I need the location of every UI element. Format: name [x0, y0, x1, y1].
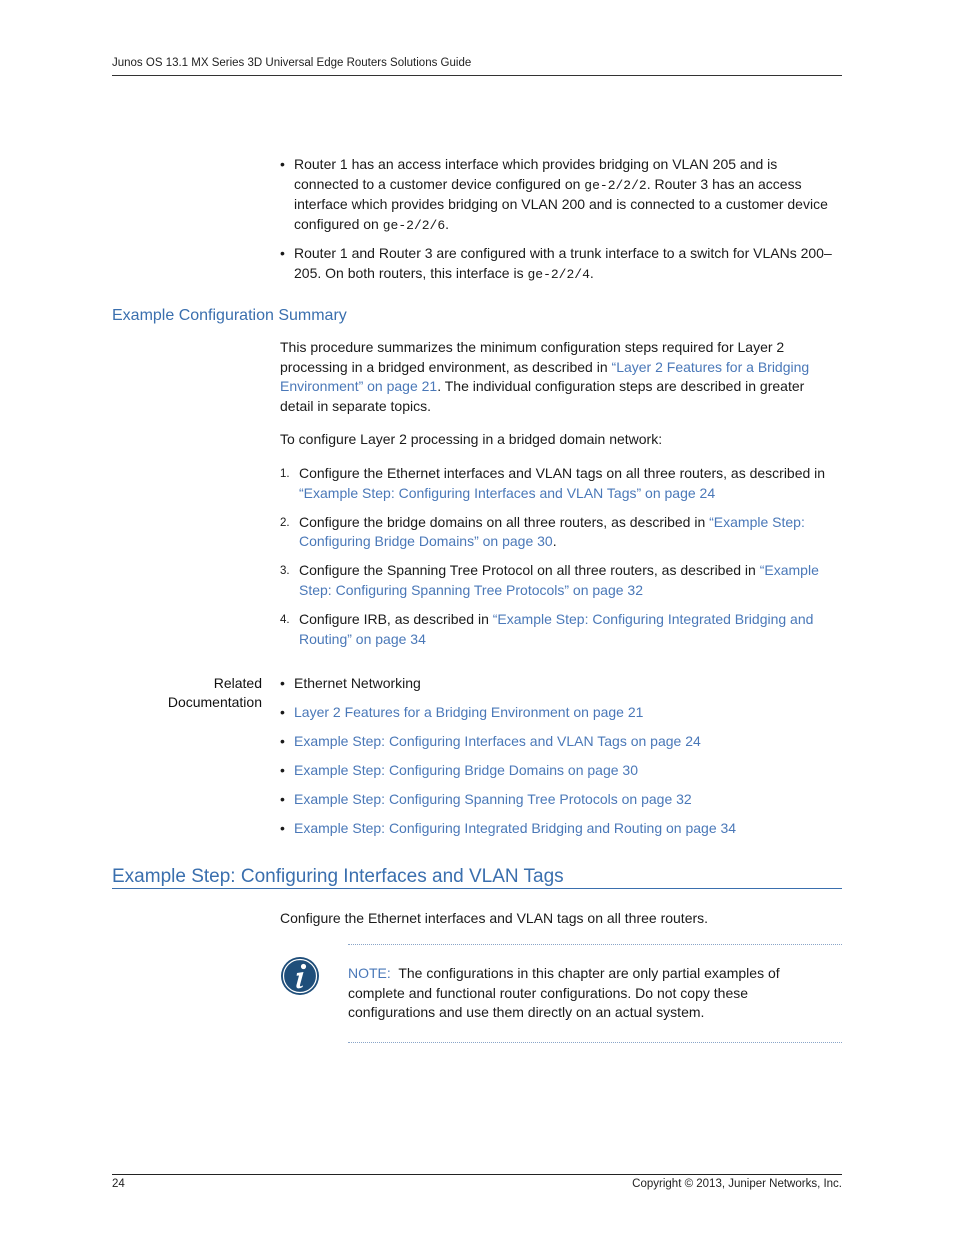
related-item: • Ethernet Networking	[280, 674, 840, 693]
note-bottom-divider	[348, 1042, 842, 1043]
related-link-interfaces[interactable]: Example Step: Configuring Interfaces and VLAN Tags on page 24	[294, 733, 701, 749]
intro-bullet-list	[280, 155, 843, 285]
config-steps-list	[280, 464, 842, 659]
intro-bullet-router1: • Router 1 has an access interface which provides bridging on VLAN 205 and is connected to a customer device configured on ge-2/2/2. Router 3 has an access interface which provides bridging on VLAN 200 and is connected to a customer device configured on ge-2/2/6.	[280, 155, 843, 235]
config-step: 4. Configure IRB, as described in “Example Step: Configuring Integrated Bridging and Routing” on page 34	[280, 611, 814, 647]
link-step-bridge-domains[interactable]: “Example Step: Configuring Bridge Domains” on page 30	[299, 513, 805, 550]
note-text: The configurations in this chapter are only partial examples of complete and functional router configurations. Do not copy these configurations and use them directly on an actual system.	[348, 965, 780, 1021]
related-item	[280, 819, 840, 838]
related-documentation-label: Related Documentation	[167, 675, 262, 710]
step-number: 1.	[280, 468, 290, 480]
link-layer2-features[interactable]: “Layer 2 Features for a Bridging Environment” on page 21	[280, 358, 810, 395]
intro-bullet-trunk: • Router 1 and Router 3 are configured with a trunk interface to a switch for VLANs 200–205. On both routers, this interface is ge-2/2/4.	[280, 244, 843, 284]
interfaces-paragraph: Configure the Ethernet interfaces and VLAN tags on all three routers.	[280, 910, 709, 926]
config-step: 2. Configure the bridge domains on all three routers, as described in “Example Step: Configuring Bridge Domains” on page 30.	[280, 513, 805, 550]
header-rule	[112, 75, 842, 76]
link-step-interfaces[interactable]: “Example Step: Configuring Interfaces and VLAN Tags” on page 24	[299, 484, 716, 501]
interface-name: ge-2/2/4	[527, 266, 590, 282]
related-link-layer2[interactable]: Layer 2 Features for a Bridging Environment on page 21	[294, 704, 644, 720]
running-header: Junos OS 13.1 MX Series 3D Universal Edge Routers Solutions Guide	[112, 57, 472, 69]
note-block	[348, 964, 808, 1023]
related-item	[280, 761, 840, 780]
related-link-bridge-domains[interactable]: Example Step: Configuring Bridge Domains on page 30	[294, 762, 638, 778]
related-item	[280, 790, 840, 809]
related-link-spanning-tree[interactable]: Example Step: Configuring Spanning Tree Protocols on page 32	[294, 791, 692, 807]
footer-rule	[112, 1174, 842, 1175]
info-icon	[280, 956, 320, 996]
config-step: 3. Configure the Spanning Tree Protocol on all three routers, as described in “Example Step: Configuring Spanning Tree Protocols” on page 32	[280, 562, 819, 598]
related-item	[280, 732, 840, 751]
section-heading-rule	[112, 888, 842, 889]
copyright-text: Copyright © 2013, Juniper Networks, Inc.	[632, 1178, 842, 1190]
related-item	[280, 703, 840, 722]
note-label: NOTE:	[348, 965, 391, 981]
section-heading-summary: Example Configuration Summary	[112, 307, 347, 324]
related-link-irb[interactable]: Example Step: Configuring Integrated Bridging and Routing on page 34	[294, 820, 737, 836]
interface-name: ge-2/2/6	[382, 217, 446, 233]
step-number: 3.	[280, 565, 290, 578]
step-number: 2.	[280, 516, 290, 529]
link-step-irb[interactable]: “Example Step: Configuring Integrated Bridging and Routing” on page 34	[299, 611, 814, 647]
page-number: 24	[112, 1178, 125, 1190]
related-list	[280, 674, 840, 838]
section-heading-interfaces: Example Step: Configuring Interfaces and VLAN Tags	[112, 866, 564, 887]
note-top-divider	[348, 944, 842, 945]
interface-name: ge-2/2/2	[584, 177, 647, 193]
summary-intro-text: To configure Layer 2 processing in a bridged domain network:	[280, 431, 663, 447]
config-step: 1. Configure the Ethernet interfaces and VLAN tags on all three routers, as described in “Example Step: Configuring Interfaces and VLAN Tags” on page 24	[280, 465, 826, 501]
link-step-spanning-tree[interactable]: “Example Step: Configuring Spanning Tree Protocols” on page 32	[299, 562, 819, 598]
summary-paragraph: This procedure summarizes the minimum configuration steps required for Layer 2 processing in a bridged environment, as described in “Layer 2 Features for a Bridging Environment” on page 21. The individual configuration steps are described in greater detail in separate topics.	[280, 339, 810, 414]
step-number: 4.	[280, 614, 290, 627]
